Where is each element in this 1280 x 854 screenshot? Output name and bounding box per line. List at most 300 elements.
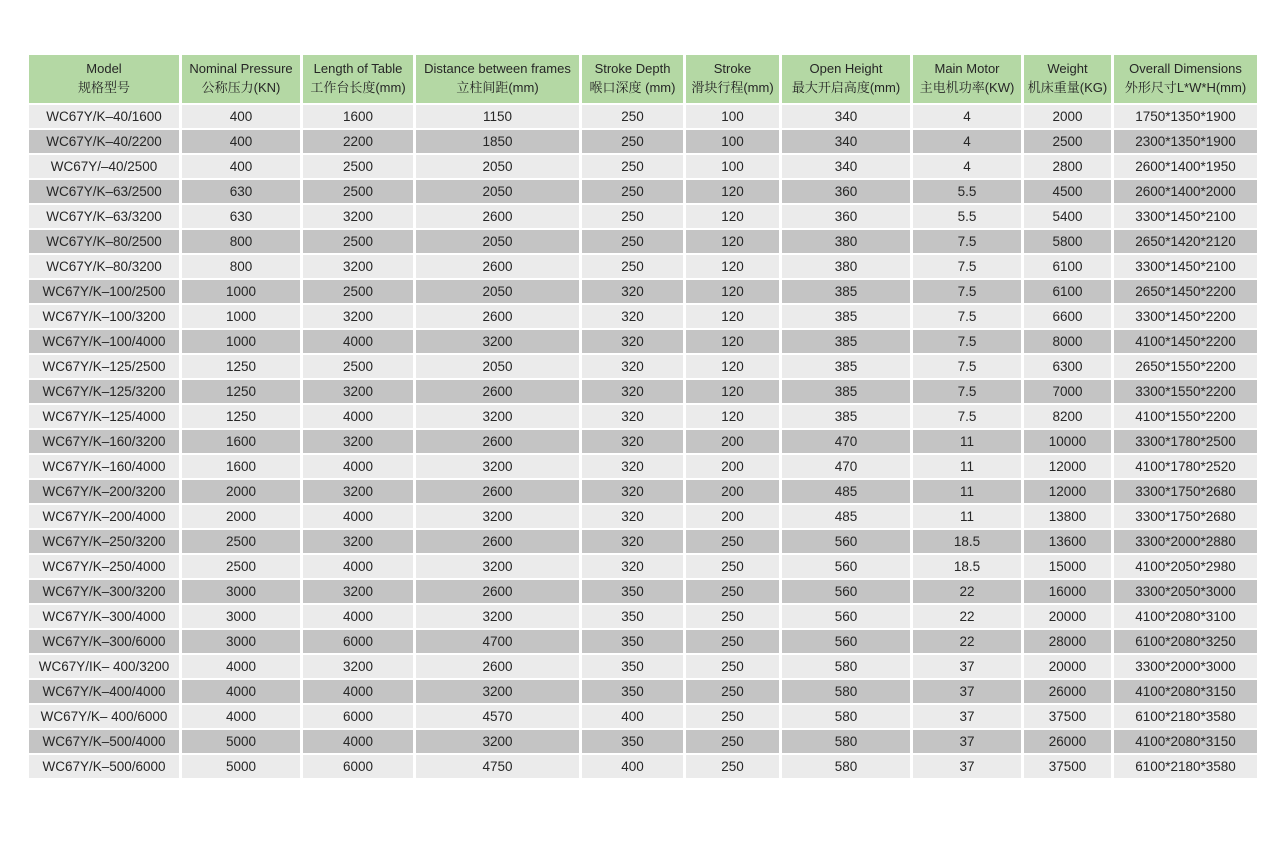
spec-table — [26, 53, 1260, 780]
spec-value-cell: 320 — [582, 280, 683, 303]
column-header-zh: 主电机功率(KW) — [919, 80, 1015, 95]
table-row-12 — [29, 380, 1257, 403]
spec-value-cell: 4700 — [416, 630, 579, 653]
column-header-7 — [782, 55, 910, 103]
model-cell: WC67Y/K–125/4000 — [29, 405, 179, 428]
spec-value-cell: 350 — [582, 605, 683, 628]
spec-value-cell: 340 — [782, 155, 910, 178]
spec-value-cell: 250 — [686, 655, 779, 678]
table-row-16 — [29, 480, 1257, 503]
spec-value-cell: 7.5 — [913, 280, 1021, 303]
spec-value-cell: 3300*1450*2100 — [1114, 255, 1257, 278]
spec-value-cell: 5000 — [182, 730, 300, 753]
spec-value-cell: 350 — [582, 630, 683, 653]
table-row-9 — [29, 305, 1257, 328]
spec-value-cell: 3000 — [182, 605, 300, 628]
spec-value-cell: 3200 — [303, 205, 413, 228]
spec-value-cell: 380 — [782, 255, 910, 278]
model-cell: WC67Y/K–100/3200 — [29, 305, 179, 328]
spec-value-cell: 340 — [782, 130, 910, 153]
spec-value-cell: 250 — [582, 255, 683, 278]
spec-value-cell: 2300*1350*1900 — [1114, 130, 1257, 153]
spec-value-cell: 2500 — [303, 355, 413, 378]
spec-value-cell: 3300*1750*2680 — [1114, 505, 1257, 528]
spec-value-cell: 2650*1550*2200 — [1114, 355, 1257, 378]
spec-value-cell: 2500 — [303, 230, 413, 253]
column-header-10 — [1114, 55, 1257, 103]
column-header-en: Weight — [1047, 61, 1088, 77]
spec-value-cell: 580 — [782, 730, 910, 753]
spec-value-cell: 6100*2180*3580 — [1114, 755, 1257, 778]
spec-value-cell: 4100*2050*2980 — [1114, 555, 1257, 578]
spec-value-cell: 3200 — [416, 605, 579, 628]
spec-value-cell: 1750*1350*1900 — [1114, 105, 1257, 128]
model-cell: WC67Y/K– 400/6000 — [29, 705, 179, 728]
spec-value-cell: 4570 — [416, 705, 579, 728]
model-cell: WC67Y/K–250/3200 — [29, 530, 179, 553]
spec-value-cell: 4 — [913, 130, 1021, 153]
spec-value-cell: 18.5 — [913, 555, 1021, 578]
spec-value-cell: 385 — [782, 355, 910, 378]
spec-value-cell: 470 — [782, 430, 910, 453]
spec-value-cell: 250 — [582, 205, 683, 228]
spec-value-cell: 12000 — [1024, 455, 1111, 478]
spec-value-cell: 5000 — [182, 755, 300, 778]
spec-value-cell: 1600 — [182, 455, 300, 478]
table-header — [29, 55, 1257, 103]
spec-value-cell: 2000 — [1024, 105, 1111, 128]
spec-value-cell: 22 — [913, 605, 1021, 628]
spec-value-cell: 560 — [782, 555, 910, 578]
table-row-24 — [29, 680, 1257, 703]
spec-value-cell: 3300*1780*2500 — [1114, 430, 1257, 453]
spec-value-cell: 6300 — [1024, 355, 1111, 378]
spec-value-cell: 16000 — [1024, 580, 1111, 603]
column-header-en: Distance between frames — [424, 61, 571, 77]
spec-value-cell: 2600 — [416, 580, 579, 603]
spec-value-cell: 3300*1750*2680 — [1114, 480, 1257, 503]
model-cell: WC67Y/K–160/3200 — [29, 430, 179, 453]
table-row-7 — [29, 255, 1257, 278]
spec-value-cell: 2050 — [416, 155, 579, 178]
spec-value-cell: 2500 — [182, 555, 300, 578]
spec-value-cell: 2000 — [182, 505, 300, 528]
spec-value-cell: 560 — [782, 530, 910, 553]
spec-value-cell: 3200 — [416, 330, 579, 353]
spec-value-cell: 6100 — [1024, 280, 1111, 303]
spec-value-cell: 10000 — [1024, 430, 1111, 453]
spec-value-cell: 1600 — [182, 430, 300, 453]
column-header-9 — [1024, 55, 1111, 103]
spec-value-cell: 2650*1450*2200 — [1114, 280, 1257, 303]
spec-value-cell: 4000 — [303, 455, 413, 478]
spec-value-cell: 4750 — [416, 755, 579, 778]
spec-value-cell: 100 — [686, 130, 779, 153]
column-header-zh: 外形尺寸L*W*H(mm) — [1124, 80, 1247, 95]
spec-value-cell: 3200 — [303, 580, 413, 603]
model-cell: WC67Y/K–40/2200 — [29, 130, 179, 153]
column-header-zh: 工作台长度(mm) — [310, 80, 406, 95]
spec-value-cell: 630 — [182, 205, 300, 228]
spec-value-cell: 560 — [782, 630, 910, 653]
column-header-zh: 立柱间距(mm) — [456, 80, 539, 95]
spec-value-cell: 580 — [782, 755, 910, 778]
model-cell: WC67Y/K–80/3200 — [29, 255, 179, 278]
spec-value-cell: 3200 — [416, 405, 579, 428]
spec-value-cell: 320 — [582, 330, 683, 353]
spec-value-cell: 3200 — [416, 455, 579, 478]
spec-value-cell: 320 — [582, 530, 683, 553]
spec-value-cell: 120 — [686, 180, 779, 203]
spec-value-cell: 3300*1450*2200 — [1114, 305, 1257, 328]
column-header-en: Open Height — [809, 61, 883, 77]
spec-value-cell: 350 — [582, 730, 683, 753]
model-cell: WC67Y/K–40/1600 — [29, 105, 179, 128]
model-cell: WC67Y/K–300/6000 — [29, 630, 179, 653]
spec-value-cell: 250 — [582, 130, 683, 153]
table-row-21 — [29, 605, 1257, 628]
spec-value-cell: 2500 — [1024, 130, 1111, 153]
spec-value-cell: 2600 — [416, 205, 579, 228]
spec-value-cell: 37500 — [1024, 755, 1111, 778]
spec-value-cell: 4000 — [303, 555, 413, 578]
spec-value-cell: 37 — [913, 755, 1021, 778]
spec-value-cell: 320 — [582, 355, 683, 378]
spec-value-cell: 4 — [913, 155, 1021, 178]
spec-value-cell: 1850 — [416, 130, 579, 153]
spec-value-cell: 11 — [913, 455, 1021, 478]
spec-value-cell: 6100*2080*3250 — [1114, 630, 1257, 653]
table-row-4 — [29, 180, 1257, 203]
spec-value-cell: 11 — [913, 480, 1021, 503]
spec-value-cell: 7.5 — [913, 355, 1021, 378]
model-cell: WC67Y/K–300/4000 — [29, 605, 179, 628]
spec-value-cell: 2800 — [1024, 155, 1111, 178]
spec-value-cell: 28000 — [1024, 630, 1111, 653]
spec-value-cell: 20000 — [1024, 655, 1111, 678]
spec-value-cell: 7.5 — [913, 380, 1021, 403]
column-header-8 — [913, 55, 1021, 103]
spec-value-cell: 800 — [182, 255, 300, 278]
spec-value-cell: 120 — [686, 330, 779, 353]
spec-value-cell: 1250 — [182, 405, 300, 428]
spec-value-cell: 100 — [686, 105, 779, 128]
spec-value-cell: 400 — [182, 105, 300, 128]
model-cell: WC67Y/K–125/3200 — [29, 380, 179, 403]
spec-value-cell: 11 — [913, 430, 1021, 453]
spec-value-cell: 350 — [582, 655, 683, 678]
spec-value-cell: 2050 — [416, 230, 579, 253]
spec-value-cell: 250 — [582, 105, 683, 128]
spec-value-cell: 2050 — [416, 355, 579, 378]
table-row-18 — [29, 530, 1257, 553]
spec-value-cell: 3200 — [416, 680, 579, 703]
spec-value-cell: 320 — [582, 505, 683, 528]
spec-value-cell: 560 — [782, 580, 910, 603]
spec-value-cell: 250 — [686, 755, 779, 778]
column-header-zh: 喉口深度 (mm) — [589, 80, 676, 95]
spec-value-cell: 13600 — [1024, 530, 1111, 553]
model-cell: WC67Y/K–400/4000 — [29, 680, 179, 703]
spec-value-cell: 4000 — [182, 655, 300, 678]
spec-value-cell: 250 — [686, 605, 779, 628]
spec-value-cell: 120 — [686, 280, 779, 303]
table-body — [29, 105, 1257, 778]
model-cell: WC67Y/K–80/2500 — [29, 230, 179, 253]
spec-value-cell: 250 — [582, 180, 683, 203]
table-row-26 — [29, 730, 1257, 753]
spec-value-cell: 200 — [686, 480, 779, 503]
model-cell: WC67Y/K–500/6000 — [29, 755, 179, 778]
model-cell: WC67Y/K–250/4000 — [29, 555, 179, 578]
spec-value-cell: 2600*1400*2000 — [1114, 180, 1257, 203]
spec-value-cell: 1600 — [303, 105, 413, 128]
spec-value-cell: 15000 — [1024, 555, 1111, 578]
spec-value-cell: 6000 — [303, 755, 413, 778]
spec-value-cell: 2600 — [416, 305, 579, 328]
spec-value-cell: 2500 — [303, 180, 413, 203]
column-header-2 — [182, 55, 300, 103]
spec-value-cell: 2600 — [416, 480, 579, 503]
spec-value-cell: 385 — [782, 380, 910, 403]
table-row-17 — [29, 505, 1257, 528]
table-row-5 — [29, 205, 1257, 228]
spec-value-cell: 3300*1450*2100 — [1114, 205, 1257, 228]
spec-value-cell: 22 — [913, 580, 1021, 603]
spec-value-cell: 8000 — [1024, 330, 1111, 353]
spec-value-cell: 7.5 — [913, 405, 1021, 428]
model-cell: WC67Y/K–300/3200 — [29, 580, 179, 603]
spec-value-cell: 580 — [782, 680, 910, 703]
spec-value-cell: 350 — [582, 680, 683, 703]
spec-value-cell: 2600 — [416, 430, 579, 453]
spec-value-cell: 250 — [686, 705, 779, 728]
spec-value-cell: 385 — [782, 305, 910, 328]
spec-value-cell: 5800 — [1024, 230, 1111, 253]
spec-value-cell: 4100*2080*3100 — [1114, 605, 1257, 628]
spec-value-cell: 2500 — [182, 530, 300, 553]
model-cell: WC67Y/K–100/2500 — [29, 280, 179, 303]
spec-value-cell: 3200 — [303, 430, 413, 453]
table-row-19 — [29, 555, 1257, 578]
spec-value-cell: 2500 — [303, 155, 413, 178]
column-header-en: Stroke Depth — [594, 61, 671, 77]
spec-value-cell: 37 — [913, 705, 1021, 728]
spec-value-cell: 320 — [582, 380, 683, 403]
spec-value-cell: 18.5 — [913, 530, 1021, 553]
column-header-4 — [416, 55, 579, 103]
spec-value-cell: 250 — [686, 730, 779, 753]
spec-value-cell: 6000 — [303, 630, 413, 653]
spec-value-cell: 6600 — [1024, 305, 1111, 328]
spec-value-cell: 8200 — [1024, 405, 1111, 428]
spec-value-cell: 37 — [913, 655, 1021, 678]
spec-value-cell: 1250 — [182, 355, 300, 378]
model-cell: WC67Y/K–100/4000 — [29, 330, 179, 353]
model-cell: WC67Y/IK– 400/3200 — [29, 655, 179, 678]
spec-value-cell: 22 — [913, 630, 1021, 653]
column-header-zh: 规格型号 — [77, 80, 130, 95]
spec-value-cell: 4000 — [303, 605, 413, 628]
spec-value-cell: 13800 — [1024, 505, 1111, 528]
spec-value-cell: 3200 — [303, 380, 413, 403]
spec-value-cell: 4000 — [303, 730, 413, 753]
spec-value-cell: 485 — [782, 480, 910, 503]
spec-value-cell: 120 — [686, 230, 779, 253]
spec-value-cell: 26000 — [1024, 680, 1111, 703]
column-header-zh: 最大开启高度(mm) — [791, 80, 901, 95]
spec-value-cell: 250 — [686, 630, 779, 653]
column-header-3 — [303, 55, 413, 103]
spec-value-cell: 2600*1400*1950 — [1114, 155, 1257, 178]
spec-value-cell: 340 — [782, 105, 910, 128]
spec-value-cell: 3200 — [303, 255, 413, 278]
spec-value-cell: 2050 — [416, 180, 579, 203]
spec-value-cell: 37500 — [1024, 705, 1111, 728]
spec-value-cell: 120 — [686, 305, 779, 328]
spec-value-cell: 2000 — [182, 480, 300, 503]
table-row-25 — [29, 705, 1257, 728]
spec-value-cell: 470 — [782, 455, 910, 478]
spec-value-cell: 630 — [182, 180, 300, 203]
model-cell: WC67Y/K–63/3200 — [29, 205, 179, 228]
spec-value-cell: 7000 — [1024, 380, 1111, 403]
spec-value-cell: 7.5 — [913, 305, 1021, 328]
spec-value-cell: 5.5 — [913, 205, 1021, 228]
spec-value-cell: 120 — [686, 405, 779, 428]
spec-value-cell: 3300*2000*3000 — [1114, 655, 1257, 678]
column-header-en: Length of Table — [313, 61, 403, 77]
spec-value-cell: 3200 — [303, 305, 413, 328]
spec-value-cell: 6100 — [1024, 255, 1111, 278]
table-row-22 — [29, 630, 1257, 653]
spec-value-cell: 385 — [782, 405, 910, 428]
spec-value-cell: 350 — [582, 580, 683, 603]
spec-value-cell: 7.5 — [913, 255, 1021, 278]
spec-value-cell: 11 — [913, 505, 1021, 528]
spec-value-cell: 6100*2180*3580 — [1114, 705, 1257, 728]
spec-value-cell: 4100*2080*3150 — [1114, 680, 1257, 703]
column-header-1 — [29, 55, 179, 103]
spec-value-cell: 2200 — [303, 130, 413, 153]
spec-value-cell: 4000 — [303, 330, 413, 353]
spec-value-cell: 26000 — [1024, 730, 1111, 753]
column-header-en: Overall Dimensions — [1129, 61, 1242, 77]
model-cell: WC67Y/K–160/4000 — [29, 455, 179, 478]
header-row — [29, 55, 1257, 103]
spec-value-cell: 320 — [582, 555, 683, 578]
model-cell: WC67Y/–40/2500 — [29, 155, 179, 178]
spec-value-cell: 4100*1550*2200 — [1114, 405, 1257, 428]
spec-value-cell: 120 — [686, 355, 779, 378]
spec-value-cell: 250 — [582, 155, 683, 178]
spec-value-cell: 320 — [582, 430, 683, 453]
spec-value-cell: 3300*2000*2880 — [1114, 530, 1257, 553]
spec-value-cell: 120 — [686, 255, 779, 278]
spec-value-cell: 1000 — [182, 305, 300, 328]
spec-value-cell: 400 — [582, 705, 683, 728]
spec-value-cell: 5.5 — [913, 180, 1021, 203]
table-row-8 — [29, 280, 1257, 303]
spec-value-cell: 580 — [782, 705, 910, 728]
spec-value-cell: 400 — [182, 155, 300, 178]
spec-value-cell: 320 — [582, 480, 683, 503]
spec-value-cell: 250 — [686, 680, 779, 703]
model-cell: WC67Y/K–200/4000 — [29, 505, 179, 528]
table-row-15 — [29, 455, 1257, 478]
table-row-6 — [29, 230, 1257, 253]
table-row-11 — [29, 355, 1257, 378]
table-row-13 — [29, 405, 1257, 428]
table-row-23 — [29, 655, 1257, 678]
table-row-14 — [29, 430, 1257, 453]
spec-value-cell: 3000 — [182, 630, 300, 653]
spec-value-cell: 485 — [782, 505, 910, 528]
spec-value-cell: 200 — [686, 505, 779, 528]
column-header-6 — [686, 55, 779, 103]
table-row-2 — [29, 130, 1257, 153]
column-header-en: Stroke — [713, 61, 752, 77]
spec-value-cell: 3200 — [303, 530, 413, 553]
spec-value-cell: 800 — [182, 230, 300, 253]
table-row-3 — [29, 155, 1257, 178]
spec-value-cell: 380 — [782, 230, 910, 253]
model-cell: WC67Y/K–200/3200 — [29, 480, 179, 503]
column-header-en: Nominal Pressure — [189, 61, 293, 77]
spec-value-cell: 2650*1420*2120 — [1114, 230, 1257, 253]
spec-value-cell: 3300*2050*3000 — [1114, 580, 1257, 603]
spec-value-cell: 4100*2080*3150 — [1114, 730, 1257, 753]
spec-value-cell: 2600 — [416, 255, 579, 278]
spec-value-cell: 580 — [782, 655, 910, 678]
spec-value-cell: 120 — [686, 380, 779, 403]
spec-value-cell: 200 — [686, 430, 779, 453]
table-row-1 — [29, 105, 1257, 128]
model-cell: WC67Y/K–125/2500 — [29, 355, 179, 378]
spec-value-cell: 12000 — [1024, 480, 1111, 503]
spec-value-cell: 2600 — [416, 655, 579, 678]
spec-value-cell: 3300*1550*2200 — [1114, 380, 1257, 403]
column-header-zh: 机床重量(KG) — [1027, 80, 1108, 95]
spec-value-cell: 400 — [182, 130, 300, 153]
spec-value-cell: 385 — [782, 330, 910, 353]
spec-value-cell: 1150 — [416, 105, 579, 128]
spec-value-cell: 3200 — [416, 555, 579, 578]
model-cell: WC67Y/K–63/2500 — [29, 180, 179, 203]
spec-value-cell: 4000 — [303, 505, 413, 528]
spec-value-cell: 4000 — [303, 680, 413, 703]
spec-value-cell: 3200 — [416, 730, 579, 753]
spec-value-cell: 4000 — [303, 405, 413, 428]
table-row-27 — [29, 755, 1257, 778]
spec-value-cell: 3200 — [303, 655, 413, 678]
spec-value-cell: 360 — [782, 180, 910, 203]
spec-value-cell: 3000 — [182, 580, 300, 603]
spec-value-cell: 1250 — [182, 380, 300, 403]
column-header-zh: 滑块行程(mm) — [691, 80, 774, 95]
spec-value-cell: 6000 — [303, 705, 413, 728]
spec-value-cell: 4000 — [182, 705, 300, 728]
spec-value-cell: 250 — [582, 230, 683, 253]
spec-value-cell: 7.5 — [913, 330, 1021, 353]
spec-value-cell: 5400 — [1024, 205, 1111, 228]
spec-value-cell: 400 — [582, 755, 683, 778]
spec-value-cell: 2600 — [416, 530, 579, 553]
spec-value-cell: 560 — [782, 605, 910, 628]
spec-value-cell: 3200 — [303, 480, 413, 503]
column-header-5 — [582, 55, 683, 103]
column-header-en: Main Motor — [934, 61, 1000, 77]
